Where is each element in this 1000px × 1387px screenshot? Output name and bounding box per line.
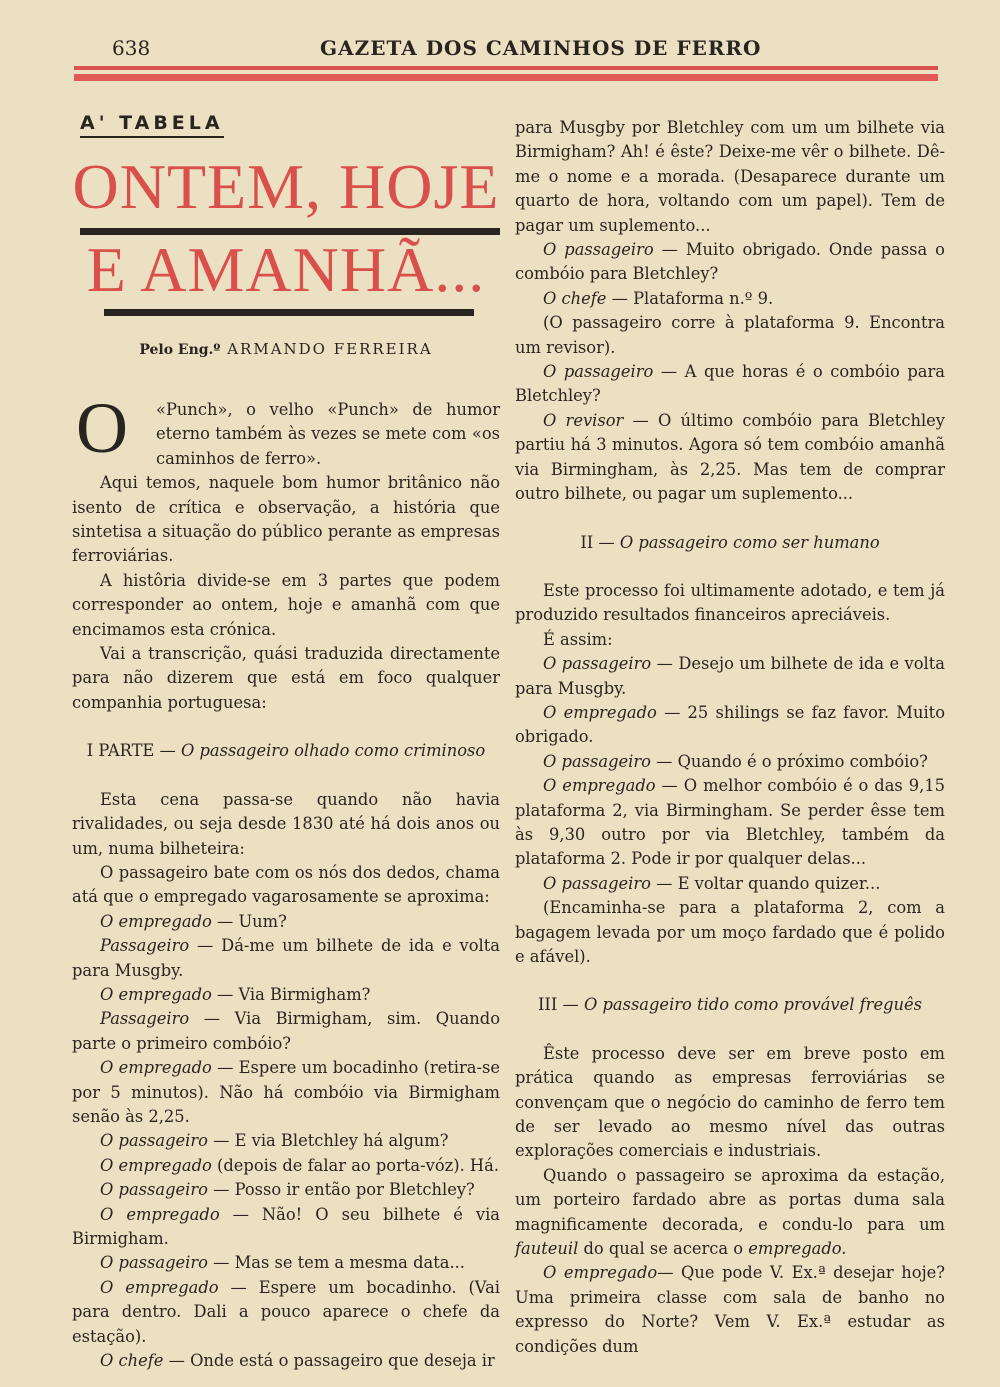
dialogue-line: [515, 872, 945, 896]
title-underline: [104, 309, 474, 316]
dialogue-text: — O melhor combóio é o das 9,15 plataforma 2, via Birmingham. Se perder êsse tem às 9,30 outro por via Bletchley, também da plataforma 2. Pode ir por qualquer delas...: [515, 776, 945, 869]
right-continuation: para Musgby por Bletchley com um um bilhete via Birmigham? Ah! é êste? Deixe-me vêr o bilhete. Dê-me o nome e a morada. (Desaparece durante um quarto de hora, voltando com um papel). Tem de pagar um suplemento...: [515, 118, 945, 235]
dialogue-text: — Onde está o passageiro que deseja ir: [168, 1351, 495, 1371]
part3-last-speaker: O empregado: [543, 1263, 658, 1283]
part1-paragraphs: [72, 788, 500, 910]
part2-heading-title: O passageiro como ser humano: [619, 532, 880, 552]
right-column: [515, 116, 945, 1359]
speaker: O passageiro: [100, 1253, 208, 1273]
article-title-line2: E AMANHÃ...: [86, 234, 486, 305]
speaker: O empregado: [100, 984, 212, 1004]
paragraph: Êste processo deve ser em breve posto em prática quando as empresas ferroviárias se convençam que o negócio do caminho de ferro tem de ser levado ao mesmo nível das outras explorações comerciais e industriais.: [515, 1043, 945, 1161]
part2-paragraphs: [515, 579, 945, 652]
part3-heading-prefix: III —: [537, 995, 579, 1015]
speaker: Passageiro: [100, 936, 190, 956]
dialogue-text: — Desejo um bilhete de ida e volta para Musgby.: [515, 654, 945, 698]
speaker: O chefe: [100, 1351, 164, 1371]
dialogue-line: [72, 1056, 500, 1129]
left-column: [72, 112, 500, 1373]
speaker: O passageiro: [100, 1131, 208, 1151]
part3-p2-empregado: empregado.: [748, 1239, 847, 1259]
dialogue-text: — Espere um bocadinho (retira-se por 5 minutos). Não há combóio via Birmigham senão às 2,25.: [72, 1058, 500, 1126]
speaker: O chefe: [543, 288, 607, 308]
dialogue-text: — 25 shilings se faz favor. Muito obrigado.: [515, 702, 945, 747]
dialogue-line: [72, 934, 500, 983]
dialogue-text: — O último combóio para Bletchley partiu há 3 minutos. Agora só tem combóio amanhã via Birmingham, às 2,25. Mas tem de comprar outro bilhete, ou pagar um suplemento...: [515, 410, 945, 504]
dialogue-text: — Via Birmigham?: [216, 984, 371, 1004]
dialogue-line: [515, 701, 945, 750]
intro-paragraphs: [72, 471, 500, 715]
speaker: O empregado: [543, 702, 657, 722]
part3-paragraph-2: [515, 1164, 945, 1262]
dialogue-text: — E via Bletchley há algum?: [213, 1131, 449, 1151]
speaker: O passageiro: [543, 751, 651, 771]
paragraph: Esta cena passa-se quando não havia rivalidades, ou seja desde 1830 até há dois anos ou um, numa bilheteira:: [72, 789, 500, 858]
article-title-line1: ONTEM, HOJE: [72, 151, 500, 222]
byline: [72, 340, 500, 358]
dialogue-line: [515, 409, 945, 507]
part1-heading: [72, 739, 500, 763]
lead-text: «Punch», o velho «Punch» de humor eterno também às vezes se mete com «os caminhos de ferro».: [156, 400, 500, 468]
dialogue-line: [72, 1349, 500, 1373]
dialogue-line: [515, 287, 945, 311]
dialogue-text: (depois de falar ao porta-vóz). Há.: [216, 1155, 499, 1175]
dialogue-text: — Muito obrigado. Onde passa o combóio para Bletchley?: [515, 240, 945, 284]
byline-prefix: Pelo Eng.º: [139, 342, 221, 358]
part3-heading: [515, 993, 945, 1017]
section-tag: A' TABELA: [80, 112, 224, 138]
dialogue-text: (O passageiro corre à plataforma 9. Encontra um revisor).: [515, 313, 945, 357]
dialogue-line: [72, 1007, 500, 1056]
paragraph: Este processo foi ultimamente adotado, e tem já produzido resultados financeiros apreciáveis.: [515, 580, 945, 625]
dialogue-text: (Encaminha-se para a plataforma 2, com a bagagem levada por um moço fardado que é polido e afável).: [515, 898, 945, 966]
part3-heading-title: O passageiro tido como provável freguês: [583, 995, 922, 1015]
dialogue-text: — Plataforma n.º 9.: [611, 288, 774, 308]
speaker: O empregado: [100, 1155, 212, 1175]
speaker: O empregado: [100, 1058, 212, 1078]
dialogue-text: — E voltar quando quizer...: [656, 873, 881, 893]
drop-cap: O: [76, 388, 128, 468]
dialogue-text: — A que horas é o combóio para Bletchley?: [515, 362, 945, 406]
dialogue-line: [72, 983, 500, 1007]
dialogue-line: [72, 1276, 500, 1349]
dialogue-line: [515, 652, 945, 701]
dialogue-line: [72, 1251, 500, 1275]
part3-p2-fauteuil: fauteuil: [515, 1239, 579, 1259]
lead-paragraph: [72, 388, 500, 471]
dialogue-text: — Dá-me um bilhete de ida e volta para Musgby.: [72, 936, 500, 980]
speaker: O passageiro: [543, 240, 654, 260]
paragraph: A histôria divide-se em 3 partes que podem corresponder ao ontem, hoje e amanhã com que encimamos esta crónica.: [72, 570, 500, 639]
dialogue-line: [515, 774, 945, 872]
dialogue-line: [72, 1129, 500, 1153]
part3-p2-text2: do qual se acerca o: [583, 1239, 744, 1259]
speaker: O empregado: [100, 1277, 219, 1297]
part1-heading-title: O passageiro olhado como criminoso: [180, 741, 486, 761]
dialogue-text: — Via Birmigham, sim. Quando parte o primeiro combóio?: [72, 1009, 500, 1053]
dialogue-line: [515, 750, 945, 774]
part3-paragraphs: [515, 1042, 945, 1164]
dialogue-line: [72, 910, 500, 934]
page-number: 638: [112, 36, 151, 60]
dialogue-line: [515, 360, 945, 409]
paragraph: O passageiro bate com os nós dos dedos, chama atá que o empregado vagarosamente se aproxima:: [72, 862, 500, 907]
dialogue-line: [515, 311, 945, 360]
header-rule-thin: [74, 66, 938, 70]
speaker: O passageiro: [543, 873, 651, 893]
page-header: [0, 30, 1000, 64]
dialogue-text: — Não! O seu bilhete é via Birmigham.: [72, 1204, 500, 1248]
speaker: O passageiro: [100, 1180, 208, 1200]
speaker: O empregado: [100, 1204, 220, 1224]
dialogue-text: — Uum?: [216, 911, 287, 931]
journal-title: GAZETA DOS CAMINHOS DE FERRO: [320, 36, 762, 60]
dialogue-text: — Espere um bocadinho. (Vai para dentro. Dali a pouco aparece o chefe da estação).: [72, 1277, 500, 1346]
dialogue-line: [72, 1154, 500, 1178]
dialogue-line: [515, 896, 945, 969]
speaker: O revisor: [543, 410, 624, 430]
dialogue-line: [72, 1203, 500, 1252]
paragraph: É assim:: [543, 629, 613, 649]
dialogue-text: — Posso ir então por Bletchley?: [213, 1180, 475, 1200]
speaker: O passageiro: [543, 362, 654, 382]
speaker: O empregado: [100, 911, 212, 931]
part2-heading: [515, 531, 945, 555]
part1-heading-prefix: I PARTE —: [86, 741, 176, 761]
dialogue-line: [515, 238, 945, 287]
part2-heading-prefix: II —: [580, 532, 615, 552]
header-rule-thick: [74, 74, 938, 81]
byline-author: ARMANDO FERREIRA: [227, 340, 433, 358]
dialogue-line: [72, 1178, 500, 1202]
part1-dialogue: [72, 910, 500, 1374]
dialogue-text: — Mas se tem a mesma data...: [213, 1253, 465, 1273]
part1-dialogue-continued: [515, 238, 945, 506]
part3-last-line: [515, 1261, 945, 1359]
paragraph: Aqui temos, naquele bom humor britânico não isento de crítica e observação, a história que sintetisa a situação do público perante as empresas ferroviárias.: [72, 473, 500, 566]
dialogue-text: — Quando é o próximo combóio?: [656, 751, 928, 771]
speaker: O passageiro: [543, 654, 652, 674]
part2-dialogue: [515, 652, 945, 969]
part3-p2-text: Quando o passageiro se aproxima da estação, um porteiro fardado abre as portas duma sala magnificamente decorada, e condu-lo para um: [515, 1165, 945, 1234]
speaker: O empregado: [543, 776, 656, 796]
speaker: Passageiro: [100, 1009, 190, 1029]
part3-last-text: — Que pode V. Ex.ª desejar hoje? Uma primeira classe com sala de banho no expresso do Norte? Vem V. Ex.ª estudar as condições dum: [515, 1263, 945, 1356]
paragraph: Vai a transcrição, quási traduzida directamente para não dizerem que está em foco qualquer companhia portuguesa:: [72, 644, 500, 712]
